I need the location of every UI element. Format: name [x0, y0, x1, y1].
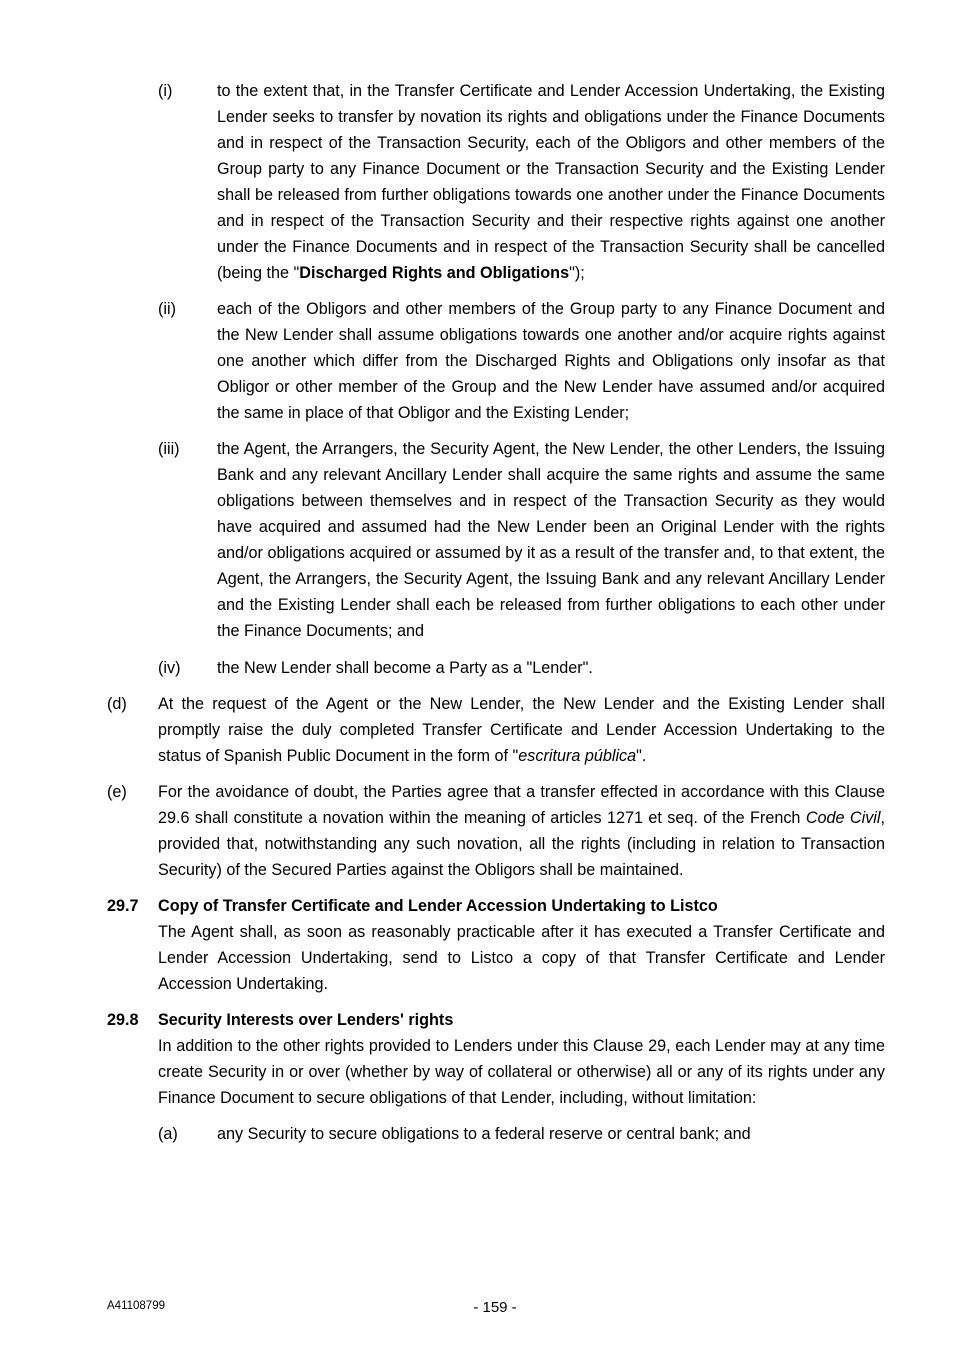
- page-number: - 159 -: [473, 1299, 517, 1316]
- clause-title: Security Interests over Lenders' rights: [158, 1011, 454, 1029]
- italic-term: escritura pública: [518, 747, 637, 765]
- italic-term: Code Civil: [805, 809, 881, 827]
- item-number: (iii): [158, 440, 180, 458]
- item-text: the New Lender shall become a Party as a "Lender".: [217, 659, 593, 677]
- item-text: the Agent, the Arrangers, the Security Agent, the New Lender, the other Lenders, the Issuing Bank and any relevant Ancillary Lender shall acquire the same rights and assume the same obligations between themselves and in respect of the Transaction Security as they would have acquired and assumed had the New Lender been an Original Lender with the rights and/or obligations acquired or assumed by it as a result of the transfer and, to that extent, the Agent, the Arrangers, the Security Agent, the Issuing Bank and any relevant Ancillary Lender and the Existing Lender shall each be released from further obligations to each other under the Finance Documents; and: [217, 440, 885, 640]
- item-number: (i): [158, 82, 173, 100]
- item-text: any Security to secure obligations to a federal reserve or central bank; and: [217, 1125, 751, 1143]
- defined-term: Discharged Rights and Obligations: [299, 264, 570, 282]
- item-text: For the avoidance of doubt, the Parties agree that a transfer effected in accordance with this Clause 29.6 shall constitute a novation within the meaning of articles 1271 et seq. of the French Code Civil, provided that, notwithstanding any such novation, all the rights (including in relation to Transaction Security) of the Secured Parties against the Obligors shall be maintained.: [158, 783, 885, 879]
- clause-body: In addition to the other rights provided to Lenders under this Clause 29, each Lender may at any time create Security in or over (whether by way of collateral or otherwise) all or any of its rights under any Finance Document to secure obligations of that Lender, including, without limitation:: [158, 1037, 885, 1107]
- clause-number: 29.7: [107, 897, 139, 915]
- item-number: (a): [158, 1125, 178, 1143]
- item-number: (iv): [158, 659, 181, 677]
- item-text: to the extent that, in the Transfer Certificate and Lender Accession Undertaking, the Existing Lender seeks to transfer by novation its rights and obligations under the Finance Documents and in respect of the Transaction Security, each of the Obligors and other members of the Group party to any Finance Document or the Transaction Security and the Existing Lender shall be released from further obligations towards one another under the Finance Documents and in respect of the Transaction Security and their respective rights against one another under the Finance Documents and in respect of the Transaction Security shall be cancelled (being the "Discharged Rights and Obligations");: [217, 82, 885, 282]
- item-number: (e): [107, 783, 127, 801]
- clause-number: 29.8: [107, 1011, 139, 1029]
- clause-body: The Agent shall, as soon as reasonably practicable after it has executed a Transfer Certificate and Lender Accession Undertaking, send to Listco a copy of that Transfer Certificate and Lender Accession Undertaking.: [158, 923, 885, 993]
- clause-title: Copy of Transfer Certificate and Lender Accession Undertaking to Listco: [158, 897, 718, 915]
- document-reference: A41108799: [107, 1300, 165, 1312]
- item-number: (ii): [158, 300, 176, 318]
- item-text: each of the Obligors and other members of the Group party to any Finance Document and the New Lender shall assume obligations towards one another and/or acquire rights against one another which differ from the Discharged Rights and Obligations only insofar as that Obligor or other member of the Group and the New Lender have assumed and/or acquired the same in place of that Obligor and the Existing Lender;: [217, 300, 885, 422]
- item-text: At the request of the Agent or the New Lender, the New Lender and the Existing Lender shall promptly raise the duly completed Transfer Certificate and Lender Accession Undertaking to the status of Spanish Public Document in the form of "escritura pública".: [158, 695, 885, 765]
- item-number: (d): [107, 695, 127, 713]
